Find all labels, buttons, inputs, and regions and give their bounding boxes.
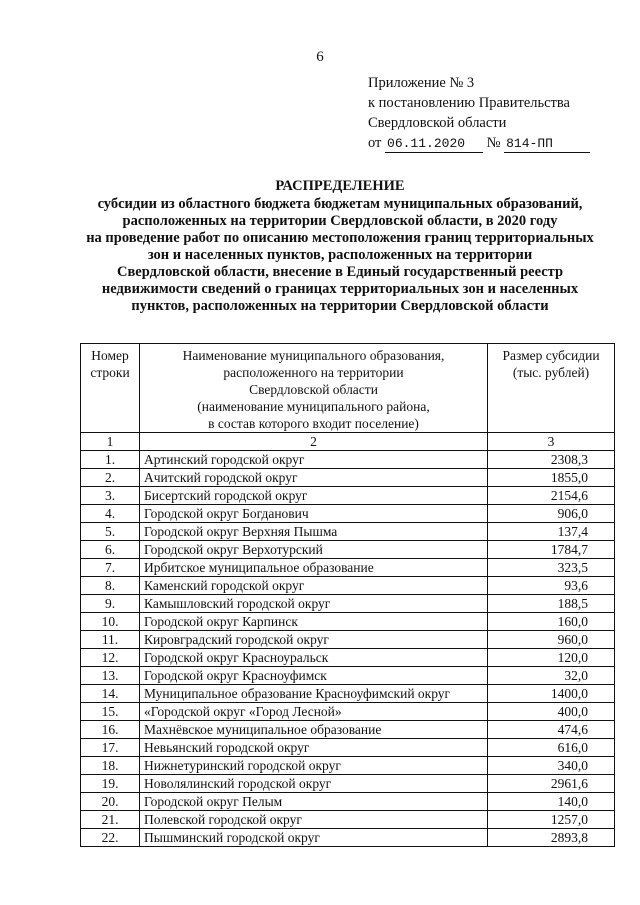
municipality-name: Махнёвское муниципальное образование — [140, 721, 488, 739]
heading-line: пунктов, расположенных на территории Свердловской области — [131, 298, 549, 314]
municipality-name: Пышминский городской округ — [140, 829, 488, 847]
row-number: 7. — [81, 559, 140, 577]
table-row — [81, 793, 615, 811]
table-row — [81, 523, 615, 541]
column-index: 3 — [488, 433, 615, 451]
subsidy-amount: 2154,6 — [488, 487, 615, 505]
table-row — [81, 469, 615, 487]
header-text: расположенного на территории — [223, 365, 404, 380]
table-row — [81, 829, 615, 847]
header-subsidy-amount — [488, 344, 615, 433]
appendix-region: Свердловской области — [368, 115, 507, 131]
table-row — [81, 631, 615, 649]
table-row — [81, 541, 615, 559]
table-row — [81, 451, 615, 469]
appendix-block — [368, 73, 590, 153]
municipality-name: Городской округ Верхняя Пышма — [140, 523, 488, 541]
subsidy-amount: 2961,6 — [488, 775, 615, 793]
header-text: (тыс. рублей) — [512, 365, 590, 380]
row-number: 12. — [81, 649, 140, 667]
table-row — [81, 487, 615, 505]
row-number: 3. — [81, 487, 140, 505]
subsidy-table — [80, 343, 615, 847]
subsidy-amount: 400,0 — [488, 703, 615, 721]
heading-line: расположенных на территории Свердловской области, в 2020 году — [122, 213, 558, 229]
resolution-number: 814-ПП — [504, 136, 590, 153]
municipality-name: Городской округ Красноуральск — [140, 649, 488, 667]
from-label: от — [368, 135, 382, 151]
table-row — [81, 559, 615, 577]
municipality-name: Бисертский городской округ — [140, 487, 488, 505]
table-row — [81, 739, 615, 757]
municipality-name: Городской округ Карпинск — [140, 613, 488, 631]
row-number: 18. — [81, 757, 140, 775]
municipality-name: Муниципальное образование Красноуфимский округ — [140, 685, 488, 703]
row-number: 13. — [81, 667, 140, 685]
table-row — [81, 685, 615, 703]
subsidy-amount: 1855,0 — [488, 469, 615, 487]
subsidy-amount: 2308,3 — [488, 451, 615, 469]
row-number: 5. — [81, 523, 140, 541]
heading-line: на проведение работ по описанию местоположения границ территориальных — [86, 230, 594, 246]
subsidy-amount: 616,0 — [488, 739, 615, 757]
table-row — [81, 667, 615, 685]
municipality-name: Невьянский городской округ — [140, 739, 488, 757]
table-body — [81, 433, 615, 847]
heading-line: субсидии из областного бюджета бюджетам муниципальных образований, — [97, 196, 583, 212]
row-number: 2. — [81, 469, 140, 487]
municipality-name: Кировградский городской округ — [140, 631, 488, 649]
appendix-reference: к постановлению Правительства — [368, 95, 570, 111]
table-row — [81, 703, 615, 721]
header-text: (наименование муниципального района, — [197, 399, 430, 414]
number-label: № — [486, 135, 501, 151]
header-text: Наименование муниципального образования, — [182, 348, 445, 363]
row-number: 19. — [81, 775, 140, 793]
table-row — [81, 721, 615, 739]
subsidy-amount: 188,5 — [488, 595, 615, 613]
header-row-number — [81, 344, 140, 433]
heading-title: РАСПРЕДЕЛЕНИЕ — [275, 178, 405, 194]
table-row — [81, 775, 615, 793]
row-number: 10. — [81, 613, 140, 631]
row-number: 21. — [81, 811, 140, 829]
municipality-name: Новолялинский городской округ — [140, 775, 488, 793]
heading-line: Свердловской области, внесение в Единый государственный реестр — [116, 264, 564, 280]
subsidy-amount: 906,0 — [488, 505, 615, 523]
header-text: Свердловской области — [249, 382, 378, 397]
subsidy-amount: 32,0 — [488, 667, 615, 685]
document-heading — [60, 178, 620, 315]
table-row — [81, 757, 615, 775]
appendix-title: Приложение № 3 — [368, 75, 475, 91]
table-row — [81, 649, 615, 667]
column-index-row — [81, 433, 615, 451]
subsidy-amount: 960,0 — [488, 631, 615, 649]
appendix-date-line — [368, 133, 590, 153]
subsidy-amount: 137,4 — [488, 523, 615, 541]
subsidy-amount: 474,6 — [488, 721, 615, 739]
subsidy-amount: 140,0 — [488, 793, 615, 811]
row-number: 9. — [81, 595, 140, 613]
municipality-name: Городской округ Пелым — [140, 793, 488, 811]
table-row — [81, 811, 615, 829]
row-number: 22. — [81, 829, 140, 847]
municipality-name: Городской округ Богданович — [140, 505, 488, 523]
heading-line: зон и населенных пунктов, расположенных на территории — [147, 247, 533, 263]
municipality-name: Нижнетуринский городской округ — [140, 757, 488, 775]
header-text: Номер — [91, 348, 129, 363]
row-number: 20. — [81, 793, 140, 811]
row-number: 1. — [81, 451, 140, 469]
municipality-name: Каменский городской округ — [140, 577, 488, 595]
column-index: 2 — [140, 433, 488, 451]
heading-line: недвижимости сведений о границах территориальных зон и населенных — [101, 281, 579, 297]
row-number: 4. — [81, 505, 140, 523]
column-index: 1 — [81, 433, 140, 451]
municipality-name: Полевской городской округ — [140, 811, 488, 829]
row-number: 15. — [81, 703, 140, 721]
header-text: Размер субсидии — [502, 348, 600, 363]
subsidy-amount: 323,5 — [488, 559, 615, 577]
row-number: 11. — [81, 631, 140, 649]
header-municipality — [140, 344, 488, 433]
row-number: 17. — [81, 739, 140, 757]
header-text: в состав которого входит поселение) — [208, 416, 419, 431]
header-text: строки — [90, 365, 130, 380]
row-number: 6. — [81, 541, 140, 559]
table-row — [81, 505, 615, 523]
municipality-name: Ирбитское муниципальное образование — [140, 559, 488, 577]
municipality-name: Ачитский городской округ — [140, 469, 488, 487]
municipality-name: Камышловский городской округ — [140, 595, 488, 613]
page-number: 6 — [316, 49, 324, 65]
subsidy-amount: 1784,7 — [488, 541, 615, 559]
municipality-name: Артинский городской округ — [140, 451, 488, 469]
table-row — [81, 613, 615, 631]
resolution-date: 06.11.2020 — [385, 136, 483, 153]
table-row — [81, 577, 615, 595]
municipality-name: Городской округ Верхотурский — [140, 541, 488, 559]
municipality-name: «Городской округ «Город Лесной» — [140, 703, 488, 721]
subsidy-amount: 120,0 — [488, 649, 615, 667]
table-row — [81, 595, 615, 613]
row-number: 16. — [81, 721, 140, 739]
subsidy-amount: 2893,8 — [488, 829, 615, 847]
row-number: 8. — [81, 577, 140, 595]
subsidy-amount: 1257,0 — [488, 811, 615, 829]
subsidy-amount: 1400,0 — [488, 685, 615, 703]
subsidy-amount: 160,0 — [488, 613, 615, 631]
table-header-row — [81, 344, 615, 433]
subsidy-amount: 93,6 — [488, 577, 615, 595]
municipality-name: Городской округ Красноуфимск — [140, 667, 488, 685]
subsidy-amount: 340,0 — [488, 757, 615, 775]
row-number: 14. — [81, 685, 140, 703]
